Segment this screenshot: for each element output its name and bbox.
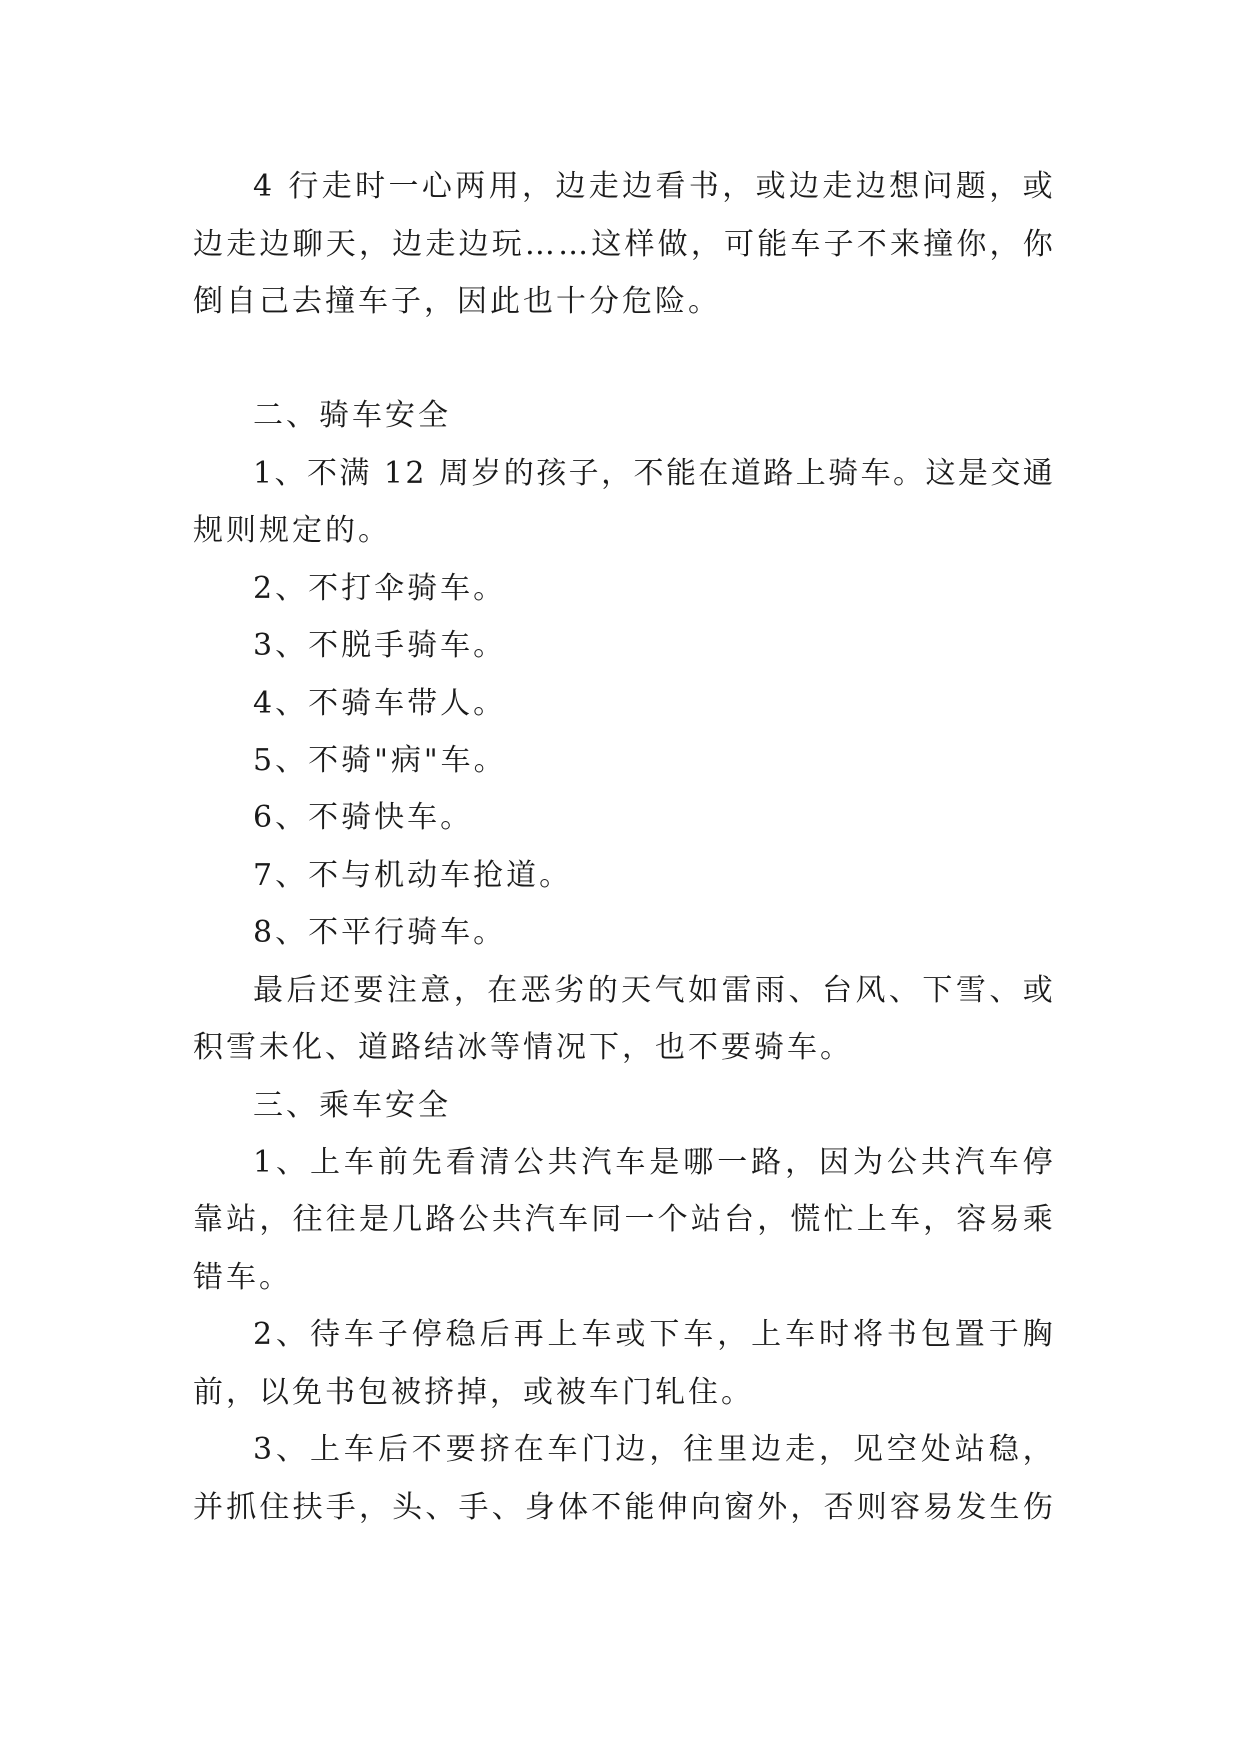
glyph: 后: [377, 1432, 408, 1467]
glyph: 头: [392, 1490, 423, 1525]
glyph: 车: [343, 1145, 374, 1180]
glyph: 车: [343, 1432, 374, 1467]
glyph: 4: [253, 169, 273, 204]
glyph: 、: [989, 973, 1020, 1008]
glyph: 、: [276, 1432, 307, 1467]
glyph: 或: [1022, 973, 1053, 1008]
glyph: 身: [524, 1490, 555, 1525]
glyph: 、: [788, 973, 819, 1008]
glyph: 生: [989, 1490, 1020, 1525]
glyph: 雨: [755, 973, 786, 1008]
glyph: 乘: [1022, 1202, 1053, 1237]
glyph: 可: [724, 227, 754, 262]
glyph: ，: [522, 169, 553, 204]
glyph: ，: [259, 1202, 290, 1237]
glyph: 则: [856, 1490, 887, 1525]
glyph: 想: [889, 169, 920, 204]
glyph: 上: [547, 1317, 578, 1352]
glyph: 或: [615, 1317, 646, 1352]
glyph: 书: [886, 1317, 917, 1352]
glyph: 边: [855, 169, 886, 204]
glyph: 往: [292, 1202, 323, 1237]
glyph: 3: [253, 1432, 273, 1467]
glyph: 、: [276, 1317, 307, 1352]
list-item: 6、不骑快车。: [253, 800, 474, 835]
glyph: ，: [601, 456, 632, 491]
glyph: 往: [683, 1432, 714, 1467]
glyph: 后: [479, 1317, 510, 1352]
glyph: 车: [615, 1145, 646, 1180]
glyph: 里: [717, 1432, 748, 1467]
glyph: 走: [822, 169, 853, 204]
glyph: 路: [751, 1145, 782, 1180]
glyph: 处: [920, 1432, 951, 1467]
glyph: 车: [558, 1202, 589, 1237]
glyph: 这: [925, 456, 956, 491]
glyph: 能: [757, 227, 788, 262]
glyph: 汽: [954, 1145, 985, 1180]
list-item: 7、不与机动车抢道。: [253, 858, 573, 893]
glyph: 不: [306, 456, 337, 491]
glyph: 住: [259, 1490, 290, 1525]
glyph: 站: [690, 1202, 721, 1237]
glyph: 满: [339, 456, 370, 491]
glyph: ，: [453, 973, 484, 1008]
glyph: 走: [226, 227, 257, 262]
glyph: 是: [957, 456, 988, 491]
glyph: 体: [558, 1490, 589, 1525]
list-item: 3、不脱手骑车。: [253, 628, 507, 663]
glyph: 一: [388, 169, 419, 204]
glyph: 风: [855, 973, 886, 1008]
glyph: 发: [956, 1490, 987, 1525]
glyph: 两: [455, 169, 486, 204]
glyph: 站: [226, 1202, 257, 1237]
glyph: 的: [503, 456, 534, 491]
glyph: ，: [690, 227, 721, 262]
paragraph-line: [193, 1202, 1053, 1237]
glyph: 边: [751, 1432, 782, 1467]
glyph: 否: [823, 1490, 854, 1525]
glyph: 心: [421, 169, 452, 204]
paragraph-line: 前，以免书包被挤掉，或被车门轧住。: [193, 1375, 754, 1410]
glyph: ，: [757, 1202, 788, 1237]
glyph: 易: [923, 1490, 954, 1525]
glyph: 手: [458, 1490, 489, 1525]
glyph: 同: [591, 1202, 622, 1237]
glyph: 扶: [292, 1490, 323, 1525]
paragraph-line: 倒自己去撞车子，因此也十分危险。: [193, 284, 721, 319]
glyph: 走: [785, 1432, 816, 1467]
glyph: 天: [621, 973, 652, 1008]
glyph: 后: [286, 973, 317, 1008]
glyph: 忙: [823, 1202, 854, 1237]
glyph: 问: [922, 169, 953, 204]
glyph: ，: [819, 1432, 850, 1467]
glyph: 雪: [955, 973, 986, 1008]
glyph: 站: [954, 1432, 985, 1467]
glyph: 最: [253, 973, 283, 1008]
glyph: 能: [665, 456, 696, 491]
glyph: 或: [755, 169, 786, 204]
glyph: …: [524, 227, 555, 262]
glyph: ，: [717, 1317, 748, 1352]
paragraph-line: 积雪未化、道路结冰等情况下，也不要骑车。: [193, 1030, 853, 1065]
glyph: 骑: [828, 456, 859, 491]
glyph: 空: [886, 1432, 917, 1467]
glyph: 车: [860, 456, 891, 491]
glyph: 、: [491, 1490, 522, 1525]
glyph: 1: [253, 456, 273, 491]
glyph: 做: [657, 227, 688, 262]
glyph: 车: [547, 1432, 578, 1467]
glyph: 来: [889, 227, 920, 262]
glyph: 上: [795, 456, 826, 491]
glyph: 玩: [491, 227, 522, 262]
glyph: 注: [386, 973, 417, 1008]
glyph: 要: [445, 1432, 476, 1467]
glyph: 、: [274, 456, 305, 491]
glyph: 周: [438, 456, 469, 491]
glyph: 题: [955, 169, 986, 204]
glyph: 雷: [721, 973, 752, 1008]
glyph: ，: [790, 1490, 821, 1525]
glyph: ，: [1022, 1432, 1053, 1467]
glyph: ，: [923, 1202, 954, 1237]
glyph: ，: [722, 169, 753, 204]
glyph: 一: [717, 1145, 748, 1180]
glyph: 慌: [790, 1202, 821, 1237]
glyph: 、: [276, 1145, 307, 1180]
glyph: 道: [730, 456, 761, 491]
glyph: 路: [763, 456, 794, 491]
glyph: 是: [358, 1202, 389, 1237]
glyph: ，: [989, 227, 1020, 262]
glyph: 交: [990, 456, 1021, 491]
glyph: 行: [288, 169, 319, 204]
glyph: 用: [488, 169, 519, 204]
glyph: 见: [852, 1432, 883, 1467]
glyph: 时: [819, 1317, 850, 1352]
glyph: 1: [383, 456, 403, 491]
glyph: 外: [757, 1490, 788, 1525]
glyph: 边: [392, 227, 423, 262]
glyph: 子: [823, 227, 854, 262]
glyph: 清: [479, 1145, 510, 1180]
list-item: 2、不打伞骑车。: [253, 571, 507, 606]
glyph: 走: [588, 169, 619, 204]
glyph: 公: [458, 1202, 489, 1237]
glyph: 停: [411, 1317, 442, 1352]
glyph: 路: [425, 1202, 456, 1237]
glyph: 伤: [1022, 1490, 1053, 1525]
glyph: 不: [411, 1432, 442, 1467]
glyph: 停: [1022, 1145, 1053, 1180]
glyph: 为: [852, 1145, 883, 1180]
paragraph-line: [253, 1145, 1053, 1180]
glyph: 一: [624, 1202, 655, 1237]
glyph: 你: [1022, 227, 1053, 262]
glyph: 胸: [1022, 1317, 1053, 1352]
glyph: 先: [411, 1145, 442, 1180]
glyph: 聊: [292, 227, 323, 262]
glyph: 车: [889, 1202, 920, 1237]
glyph: ，: [358, 227, 389, 262]
section-heading-riding: 三、乘车安全: [253, 1088, 451, 1123]
section-heading-cycling: 二、骑车安全: [253, 398, 451, 433]
paragraph-line: [253, 973, 1053, 1008]
glyph: 上: [856, 1202, 887, 1237]
glyph: 上: [751, 1317, 782, 1352]
glyph: 上: [309, 1145, 340, 1180]
paragraph-line: [193, 1490, 1053, 1525]
paragraph-line: [253, 1432, 1053, 1467]
glyph: 共: [920, 1145, 951, 1180]
glyph: 你: [956, 227, 987, 262]
glyph: 待: [309, 1317, 340, 1352]
glyph: 车: [988, 1145, 1019, 1180]
glyph: 汽: [581, 1145, 612, 1180]
glyph: 、: [888, 973, 919, 1008]
glyph: 或: [1022, 169, 1053, 204]
glyph: 1: [253, 1145, 273, 1180]
glyph: 窗: [724, 1490, 754, 1525]
glyph: 汽: [524, 1202, 555, 1237]
glyph: 边: [622, 169, 653, 204]
glyph: 下: [649, 1317, 680, 1352]
paragraph-line: [193, 227, 1053, 262]
glyph: 上: [309, 1432, 340, 1467]
glyph: 要: [353, 973, 384, 1008]
glyph: 再: [513, 1317, 544, 1352]
glyph: 置: [954, 1317, 985, 1352]
glyph: 还: [319, 973, 350, 1008]
glyph: ，: [649, 1432, 680, 1467]
glyph: 撞: [923, 227, 954, 262]
glyph: 能: [624, 1490, 655, 1525]
glyph: 气: [654, 973, 685, 1008]
glyph: ，: [989, 169, 1020, 204]
glyph: 车: [785, 1317, 816, 1352]
glyph: 前: [377, 1145, 408, 1180]
glyph: 走: [321, 169, 352, 204]
glyph: 下: [922, 973, 953, 1008]
glyph: 哪: [683, 1145, 714, 1180]
glyph: 伸: [657, 1490, 688, 1525]
glyph: 公: [513, 1145, 544, 1180]
glyph: 包: [920, 1317, 951, 1352]
list-item: 5、不骑"病"车。: [253, 743, 507, 778]
glyph: 车: [343, 1317, 374, 1352]
glyph: 往: [325, 1202, 356, 1237]
glyph: 靠: [193, 1202, 223, 1237]
glyph: 门: [581, 1432, 612, 1467]
glyph: 于: [988, 1317, 1019, 1352]
glyph: 边: [615, 1432, 646, 1467]
glyph: 。: [893, 456, 923, 491]
glyph: 将: [852, 1317, 883, 1352]
glyph: [372, 459, 382, 489]
glyph: 几: [392, 1202, 423, 1237]
glyph: 天: [325, 227, 356, 262]
glyph: 如: [688, 973, 719, 1008]
glyph: …: [558, 227, 589, 262]
glyph: 车: [790, 227, 821, 262]
glyph: 台: [724, 1202, 754, 1237]
glyph: 不: [856, 227, 887, 262]
glyph: 在: [487, 973, 518, 1008]
glyph: 岁: [471, 456, 502, 491]
glyph: 通: [1022, 456, 1053, 491]
paragraph-line: [253, 1317, 1053, 1352]
glyph: 时: [355, 169, 386, 204]
glyph: 意: [420, 973, 451, 1008]
paragraph-line: 规则规定的。: [193, 513, 391, 548]
glyph: 个: [657, 1202, 688, 1237]
glyph: 边: [458, 227, 489, 262]
glyph: 看: [655, 169, 686, 204]
glyph: 车: [683, 1317, 714, 1352]
glyph: 并: [193, 1490, 223, 1525]
glyph: 挤: [479, 1432, 510, 1467]
paragraph-line: [253, 456, 1053, 491]
glyph: 稳: [445, 1317, 476, 1352]
glyph: 边: [259, 227, 290, 262]
glyph: 容: [889, 1490, 920, 1525]
glyph: 、: [425, 1490, 456, 1525]
list-item: 4、不骑车带人。: [253, 686, 507, 721]
glyph: 共: [547, 1145, 578, 1180]
glyph: 台: [821, 973, 852, 1008]
glyph: 的: [587, 973, 618, 1008]
glyph: 这: [591, 227, 622, 262]
glyph: 在: [513, 1432, 544, 1467]
glyph: 书: [688, 169, 719, 204]
glyph: 不: [633, 456, 664, 491]
glyph: 边: [555, 169, 586, 204]
glyph: 不: [591, 1490, 622, 1525]
glyph: [427, 459, 437, 489]
glyph: 边: [193, 227, 223, 262]
paragraph-line: [253, 169, 1053, 204]
glyph: 容: [956, 1202, 987, 1237]
glyph: 车: [581, 1317, 612, 1352]
glyph: 因: [819, 1145, 850, 1180]
glyph: 走: [425, 227, 456, 262]
glyph: ，: [358, 1490, 389, 1525]
glyph: 抓: [226, 1490, 257, 1525]
glyph: 恶: [520, 973, 551, 1008]
glyph: 易: [989, 1202, 1020, 1237]
glyph: 公: [886, 1145, 917, 1180]
glyph: 子: [568, 456, 599, 491]
glyph: 边: [789, 169, 820, 204]
glyph: 稳: [988, 1432, 1019, 1467]
glyph: 子: [377, 1317, 408, 1352]
glyph: 在: [698, 456, 729, 491]
glyph: 向: [690, 1490, 721, 1525]
glyph: 孩: [536, 456, 567, 491]
glyph: [275, 172, 285, 202]
glyph: 2: [405, 456, 425, 491]
glyph: 是: [649, 1145, 680, 1180]
glyph: 手: [325, 1490, 356, 1525]
glyph: 2: [253, 1317, 273, 1352]
glyph: 看: [445, 1145, 476, 1180]
glyph: ，: [785, 1145, 816, 1180]
list-item: 8、不平行骑车。: [253, 915, 507, 950]
glyph: 样: [624, 227, 655, 262]
glyph: 共: [491, 1202, 522, 1237]
glyph: 劣: [554, 973, 585, 1008]
paragraph-line: 错车。: [193, 1260, 292, 1295]
